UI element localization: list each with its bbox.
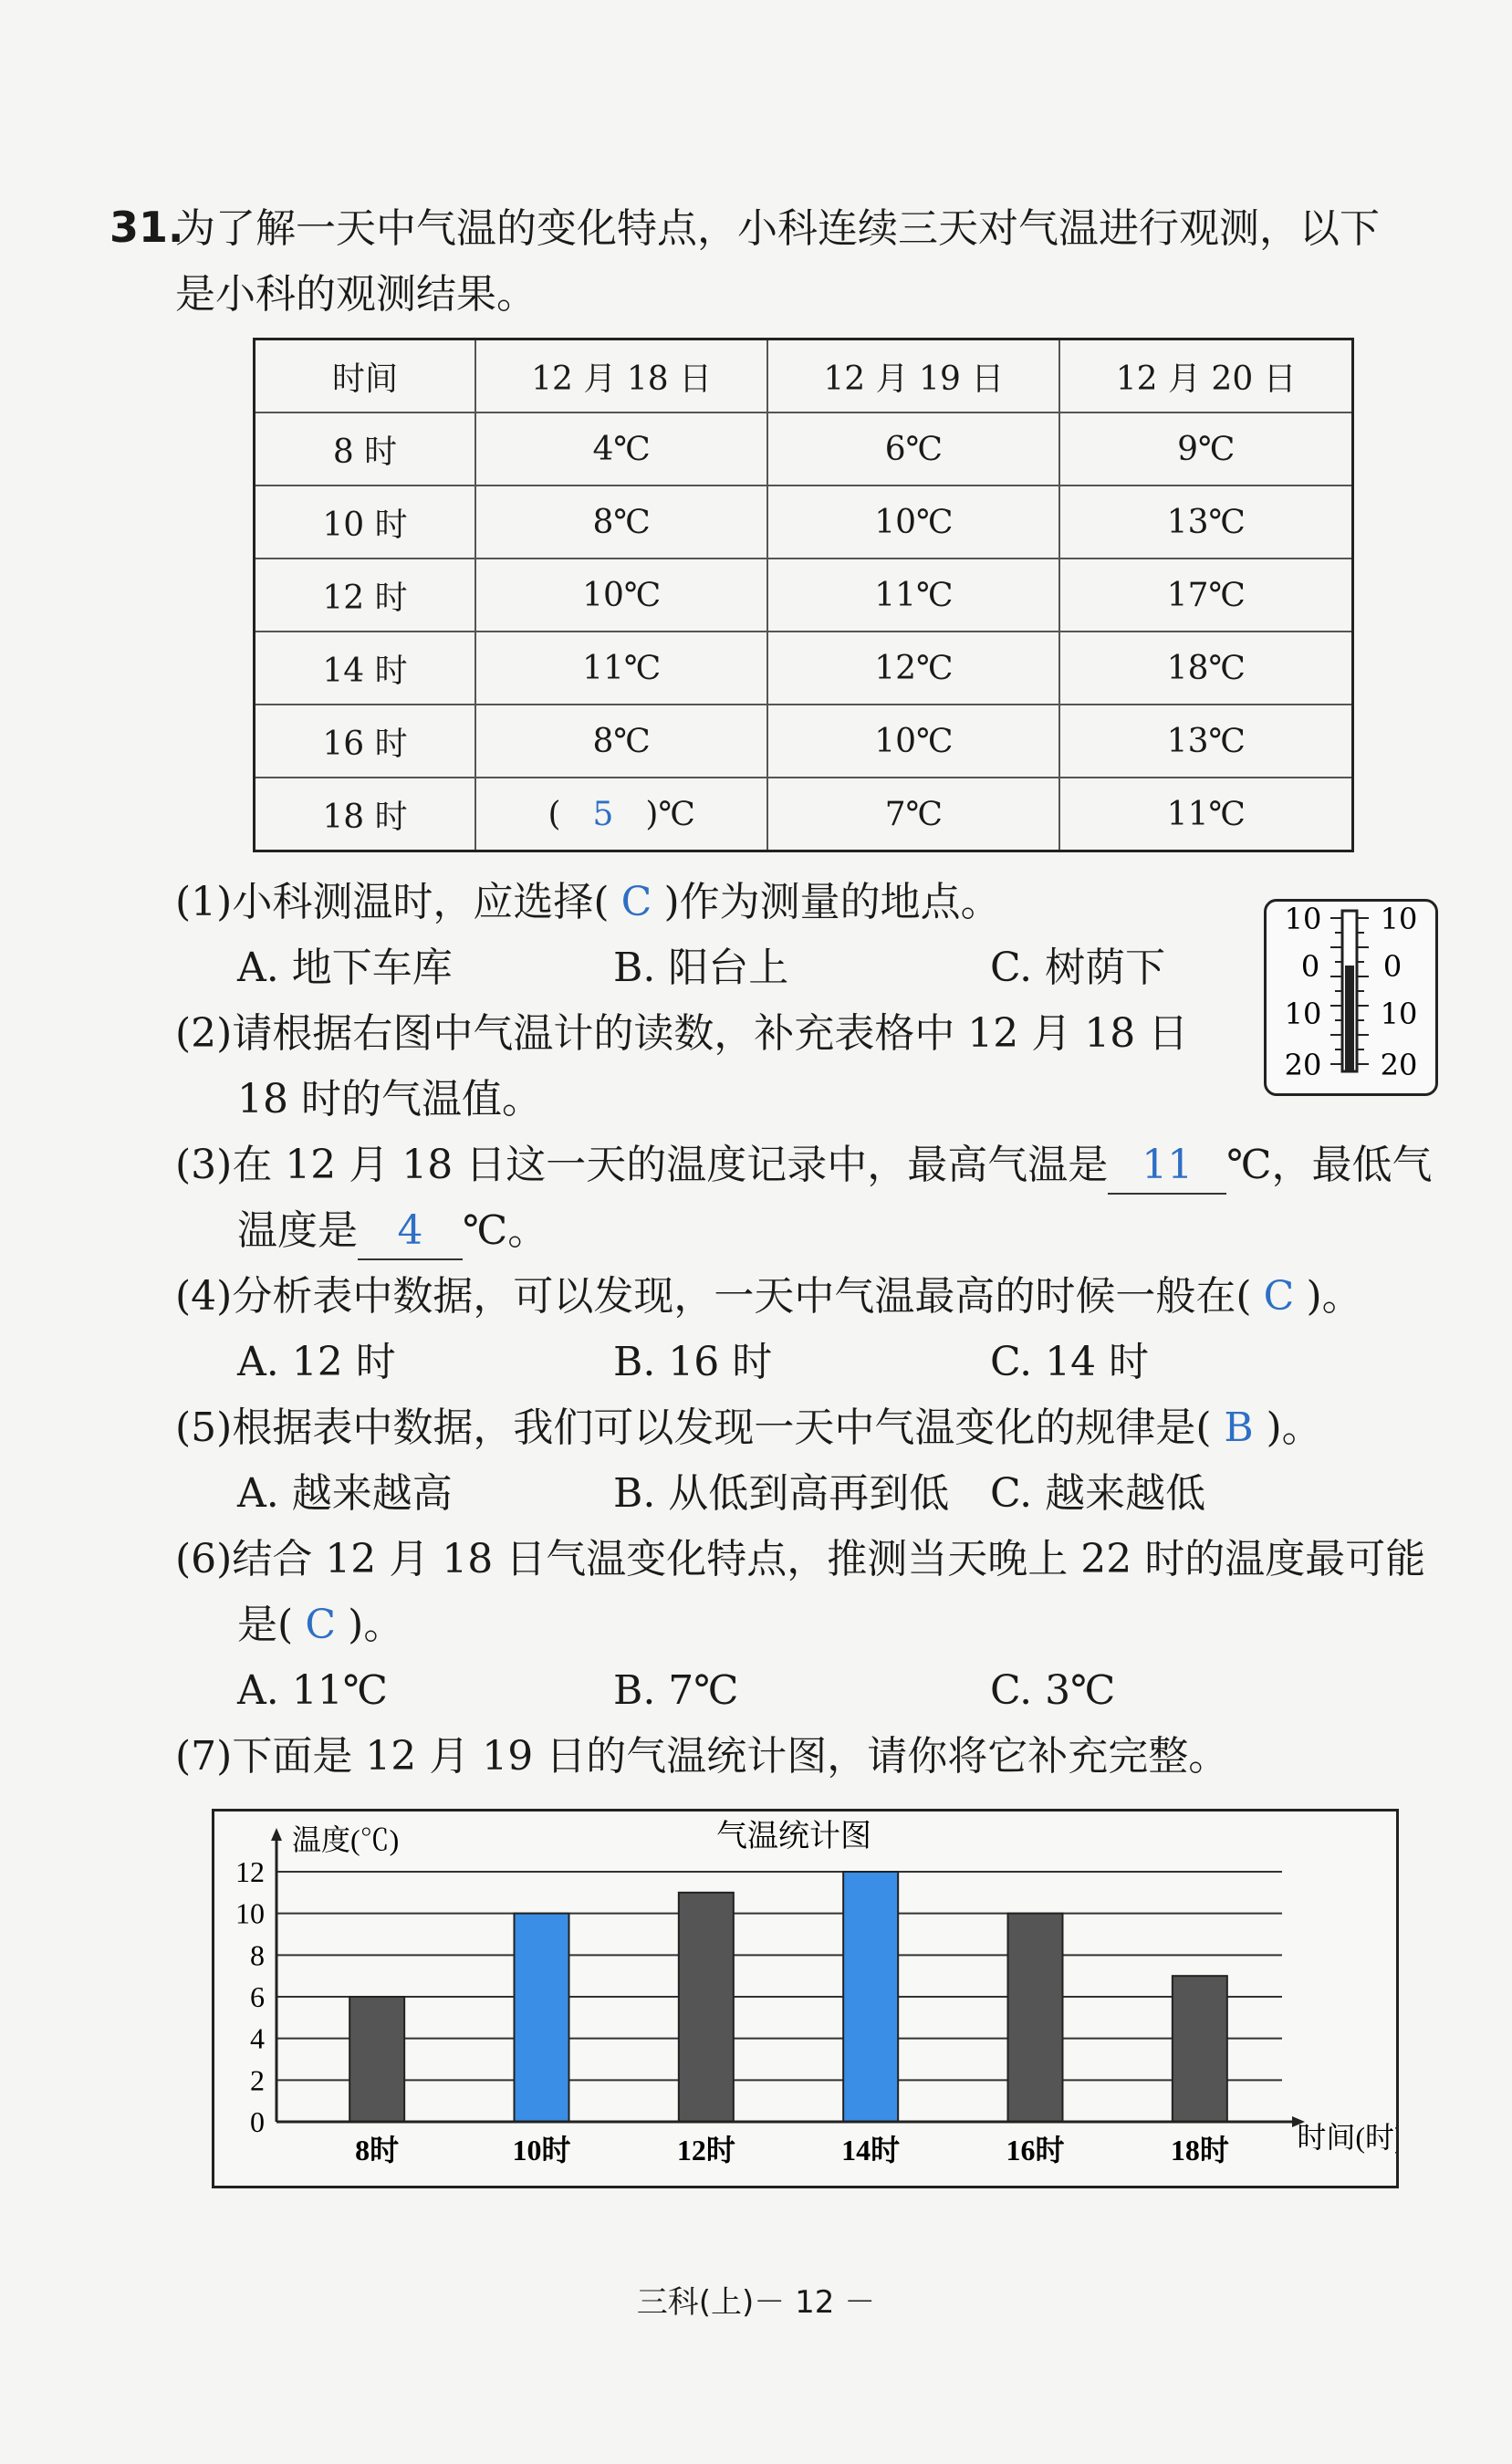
- q4-pre: (4)分析表中数据，可以发现，一天中气温最高的时候一般在(: [175, 1273, 1252, 1320]
- chart-title: 气温统计图: [716, 1820, 871, 1853]
- q6-line2: [237, 1592, 403, 1658]
- q3-line2-post: ℃。: [463, 1207, 548, 1254]
- table-cell: 14 时: [255, 632, 476, 705]
- thermo-right-label: 0: [1382, 949, 1403, 984]
- chart-x-ticks: [355, 2134, 1229, 2166]
- table-row: [255, 559, 1353, 632]
- table-cell: 18 时: [255, 778, 476, 851]
- q4-answer: C: [1263, 1273, 1295, 1320]
- table-cell: 11℃: [767, 559, 1059, 632]
- q5-stem: [175, 1395, 1322, 1461]
- temperature-chart-box: [212, 1809, 1399, 2188]
- table-cell: 8℃: [475, 705, 767, 778]
- table-cell: 16 时: [255, 705, 476, 778]
- thermo-right-label: 20: [1380, 1048, 1418, 1082]
- thermo-left-label: 20: [1284, 1048, 1322, 1082]
- table-cell: 17℃: [1059, 559, 1352, 632]
- q6-line1: (6)结合 12 月 18 日气温变化特点，推测当天晚上 22 时的温度最可能: [175, 1536, 1426, 1582]
- chart-bar-16时: [1008, 1914, 1063, 2122]
- q4-stem: [175, 1264, 1362, 1330]
- q1-option-a: A. 地下车库: [237, 945, 453, 991]
- blank-close: )℃: [645, 795, 695, 833]
- q1-option-b: B. 阳台上: [613, 945, 789, 991]
- q3-line1: [175, 1133, 1432, 1198]
- chart-y-tick-label: 0: [250, 2105, 265, 2138]
- thermometer-liquid: [1345, 966, 1354, 1071]
- table-header-row: [255, 339, 1353, 413]
- table-cell: 8℃: [475, 485, 767, 559]
- chart-x-tick-label: 16时: [1006, 2134, 1065, 2166]
- thermo-left-label: 0: [1300, 949, 1320, 984]
- q2-line2: 18 时的气温值。: [237, 1076, 542, 1122]
- table-cell: 10℃: [767, 705, 1059, 778]
- q6-option-b: B. 7℃: [613, 1667, 739, 1714]
- chart-x-tick-label: 8时: [355, 2134, 400, 2166]
- q1-pre: (1)小科测温时，应选择(: [175, 879, 610, 925]
- q3-answer-low: 4: [358, 1204, 463, 1260]
- table-header-cell: 12 月 20 日: [1059, 339, 1352, 413]
- chart-y-tick-label: 8: [250, 1938, 265, 1972]
- q1-post: )作为测量的地点。: [663, 879, 1001, 925]
- table-row: [255, 778, 1353, 851]
- chart-x-tick-label: 12时: [676, 2134, 735, 2166]
- table-header-cell: 时间: [255, 339, 476, 413]
- chart-bar-8时: [349, 1997, 404, 2122]
- q6-option-a: A. 11℃: [237, 1667, 388, 1714]
- chart-grid: [276, 1872, 1282, 2080]
- table-cell: 4℃: [475, 412, 767, 485]
- q4-option-b: B. 16 时: [613, 1339, 773, 1385]
- chart-x-tick-label: 10时: [512, 2134, 571, 2166]
- chart-y-tick-label: 10: [235, 1896, 265, 1930]
- q3-pre: (3)在 12 月 18 日这一天的温度记录中，最高气温是: [175, 1142, 1109, 1188]
- chart-y-tick-label: 2: [250, 2063, 265, 2097]
- thermo-left-label: 10: [1284, 902, 1322, 936]
- q5-answer: B: [1224, 1404, 1254, 1451]
- question-intro-line1: 为了解一天中气温的变化特点，小科连续三天对气温进行观测，以下: [175, 205, 1380, 252]
- q3-line2-pre: 温度是: [237, 1207, 358, 1254]
- q5-option-b: B. 从低到高再到低: [613, 1470, 950, 1517]
- table-cell: 10 时: [255, 485, 476, 559]
- chart-xlabel: 时间(时): [1297, 2121, 1396, 2154]
- chart-bar-18时: [1173, 1976, 1227, 2122]
- q3-line2: [237, 1198, 547, 1264]
- q4-post: )。: [1306, 1273, 1362, 1320]
- table-row: [255, 485, 1353, 559]
- question-intro-line2: 是小科的观测结果。: [175, 271, 537, 318]
- q4-option-c: C. 14 时: [990, 1339, 1150, 1385]
- table-cell: 9℃: [1059, 412, 1352, 485]
- q7-stem: (7)下面是 12 月 19 日的气温统计图，请你将它补充完整。: [175, 1733, 1229, 1780]
- page-footer: 三科(上)－ 12 －: [636, 2284, 876, 2321]
- q5-pre: (5)根据表中数据，我们可以发现一天中气温变化的规律是(: [175, 1404, 1212, 1451]
- chart-x-tick-label: 14时: [841, 2134, 901, 2166]
- chart-y-ticks: [235, 1855, 265, 2138]
- table-header-cell: 12 月 18 日: [475, 339, 767, 413]
- table-cell: 11℃: [1059, 778, 1352, 851]
- q1-answer: C: [620, 879, 652, 925]
- table-cell: 12 时: [255, 559, 476, 632]
- q6-answer: C: [305, 1602, 336, 1648]
- table-cell: 10℃: [767, 485, 1059, 559]
- temperature-chart: [214, 1811, 1396, 2186]
- chart-bar-12时: [679, 1893, 734, 2122]
- table-cell: 8 时: [255, 412, 476, 485]
- q2-line1: (2)请根据右图中气温计的读数，补充表格中 12 月 18 日: [175, 1010, 1189, 1057]
- q1-option-c: C. 树荫下: [990, 945, 1166, 991]
- chart-y-axis-arrow: [271, 1828, 282, 1841]
- table-header-cell: 12 月 19 日: [767, 339, 1059, 413]
- blank-answer: 5: [592, 795, 614, 833]
- table-row: [255, 632, 1353, 705]
- q3-answer-high: 11: [1108, 1138, 1226, 1195]
- blank-open: (: [547, 795, 561, 833]
- table-cell: 11℃: [475, 632, 767, 705]
- chart-bar-14时: [843, 1872, 898, 2122]
- chart-y-tick-label: 4: [250, 2021, 265, 2055]
- q6-option-c: C. 3℃: [990, 1667, 1116, 1714]
- chart-y-tick-label: 6: [250, 1980, 265, 2013]
- chart-y-tick-label: 12: [235, 1855, 265, 1888]
- table-cell: 13℃: [1059, 705, 1352, 778]
- table-cell: 12℃: [767, 632, 1059, 705]
- chart-ylabel: 温度(℃): [292, 1823, 400, 1856]
- thermometer-svg: [1267, 902, 1435, 1093]
- chart-bar-10时: [515, 1914, 569, 2122]
- table-row: [255, 705, 1353, 778]
- table-cell: 6℃: [767, 412, 1059, 485]
- table-cell: 18℃: [1059, 632, 1352, 705]
- q5-option-c: C. 越来越低: [990, 1470, 1206, 1517]
- table-blank-cell: [475, 778, 767, 851]
- thermo-left-label: 10: [1284, 997, 1322, 1031]
- thermo-right-label: 10: [1380, 997, 1418, 1031]
- q5-post: )。: [1266, 1404, 1322, 1451]
- table-cell: 13℃: [1059, 485, 1352, 559]
- q3-mid: ℃，最低气: [1226, 1142, 1433, 1188]
- table-cell: 10℃: [475, 559, 767, 632]
- q6-pre: 是(: [237, 1602, 294, 1648]
- thermometer-figure: [1264, 899, 1438, 1096]
- observation-table: [253, 338, 1354, 852]
- chart-x-tick-label: 18时: [1170, 2134, 1229, 2166]
- q5-option-a: A. 越来越高: [237, 1470, 453, 1517]
- q4-option-a: A. 12 时: [237, 1339, 396, 1385]
- q1-stem: [175, 870, 1001, 935]
- table-cell: 7℃: [767, 778, 1059, 851]
- question-number: 31.: [109, 203, 184, 252]
- thermo-right-label: 10: [1380, 902, 1418, 936]
- q6-post: )。: [348, 1602, 404, 1648]
- table-row: [255, 412, 1353, 485]
